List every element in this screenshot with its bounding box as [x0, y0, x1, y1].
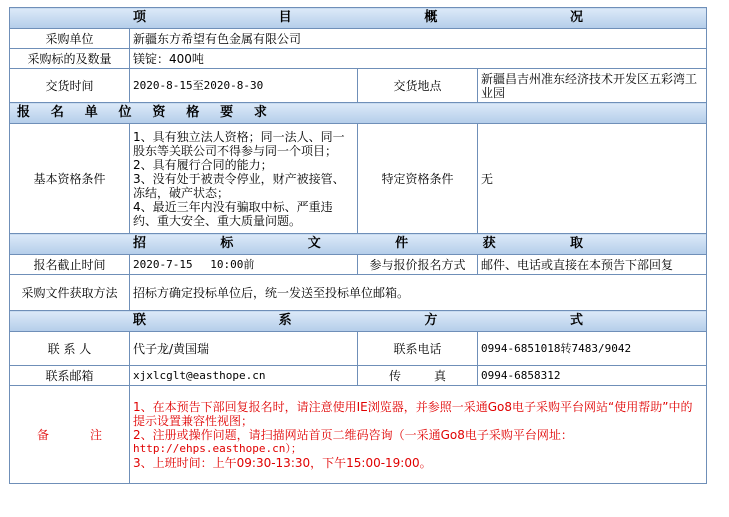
section-char: 标 [220, 236, 234, 251]
remarks-label-char: 注 [89, 427, 102, 442]
buyer-label: 采购单位 [10, 29, 130, 49]
section-char: 系 [278, 313, 292, 328]
contact-person-value: 代子龙/黄国瑞 [130, 332, 358, 366]
delivery-time-label: 交货时间 [10, 69, 130, 103]
contact-phone-value: 0994-6851018转7483/9042 [478, 332, 707, 366]
item-value: 镁锭：400吨 [130, 49, 707, 69]
row-qualification [10, 124, 707, 234]
item-label: 采购标的及数量 [10, 49, 130, 69]
row-contact-person [10, 332, 707, 366]
section-char: 获 [482, 236, 496, 251]
section-char: 名 [50, 105, 64, 120]
section-char: 位 [118, 105, 132, 120]
remark-line: 3、上班时间：上午09:30-13:30，下午15:00-19:00。 [133, 455, 432, 470]
fax-label-char: 真 [433, 368, 446, 383]
section-qualification-header [10, 103, 707, 124]
special-qualification-value: 无 [478, 124, 707, 234]
row-obtain [10, 275, 707, 311]
section-contact-header [10, 311, 707, 332]
deadline-value: 2020-7-15 10:00前 [130, 255, 358, 275]
fax-label [358, 366, 478, 386]
procurement-notice [9, 7, 706, 484]
basic-qualification-label: 基本资格条件 [10, 124, 130, 234]
remarks-value [130, 386, 707, 484]
remarks-label [10, 386, 130, 484]
section-char: 项 [133, 10, 147, 25]
remark-line: 1、在本预告下部回复报名时，请注意使用IE浏览器，并参照一采通Go8电子采购平台网站“使用帮助”中的提示设置兼容性视图； [133, 399, 693, 428]
notice-table [9, 7, 707, 484]
remark-link[interactable]: http://ehps.easthope.cn）； [133, 441, 302, 455]
section-char: 求 [253, 105, 267, 120]
special-qualification-label: 特定资格条件 [358, 124, 478, 234]
contact-phone-label: 联系电话 [358, 332, 478, 366]
section-char: 资 [152, 105, 166, 120]
section-char: 件 [395, 236, 409, 251]
qualification-line: 3、没有处于被责令停业，财产被接管、冻结，破产状态； [133, 171, 345, 200]
section-char: 联 [133, 313, 147, 328]
obtain-method-label: 采购文件获取方法 [10, 275, 130, 311]
row-buyer [10, 29, 707, 49]
section-char: 招 [133, 236, 147, 251]
row-delivery [10, 69, 707, 103]
remarks-label-char: 备 [37, 427, 50, 442]
section-overview-header [10, 8, 707, 29]
row-contact-email [10, 366, 707, 386]
delivery-time-value: 2020-8-15至2020-8-30 [130, 69, 358, 103]
basic-qualification-value [130, 124, 358, 234]
qualification-line: 1、具有独立法人资格；同一法人、同一股东等关联公司不得参与同一个项目； [133, 129, 345, 158]
section-char: 格 [186, 105, 200, 120]
delivery-place-value: 新疆昌吉州准东经济技术开发区五彩湾工业园 [478, 69, 707, 103]
section-char: 取 [569, 236, 583, 251]
section-char: 文 [307, 236, 321, 251]
section-char: 目 [278, 10, 292, 25]
contact-person-label: 联 系 人 [10, 332, 130, 366]
deadline-label: 报名截止时间 [10, 255, 130, 275]
row-item [10, 49, 707, 69]
section-char: 方 [424, 313, 438, 328]
contact-email-label: 联系邮箱 [10, 366, 130, 386]
fax-value: 0994-6858312 [478, 366, 707, 386]
qualification-line: 2、具有履行合同的能力； [133, 157, 273, 172]
signup-method-label: 参与报价报名方式 [358, 255, 478, 275]
section-char: 单 [84, 105, 98, 120]
signup-method-value: 邮件、电话或直接在本预告下部回复 [478, 255, 707, 275]
section-char: 概 [424, 10, 438, 25]
section-documents-header [10, 234, 707, 255]
delivery-place-label: 交货地点 [358, 69, 478, 103]
qualification-line: 4、最近三年内没有骗取中标、严重违约、重大安全、重大质量问题。 [133, 199, 333, 228]
row-remarks [10, 386, 707, 484]
obtain-method-value: 招标方确定投标单位后，统一发送至投标单位邮箱。 [130, 275, 707, 311]
section-char: 况 [569, 10, 583, 25]
contact-email-value[interactable]: xjxlcglt@easthope.cn [130, 366, 358, 386]
section-char: 式 [569, 313, 583, 328]
row-deadline [10, 255, 707, 275]
section-char: 报 [17, 105, 31, 120]
remark-line: 2、注册或操作问题，请扫描网站首页二维码咨询（一采通Go8电子采购平台网址： [133, 427, 573, 442]
buyer-value: 新疆东方希望有色金属有限公司 [130, 29, 707, 49]
fax-label-char: 传 [389, 368, 402, 383]
section-char: 要 [220, 105, 234, 120]
